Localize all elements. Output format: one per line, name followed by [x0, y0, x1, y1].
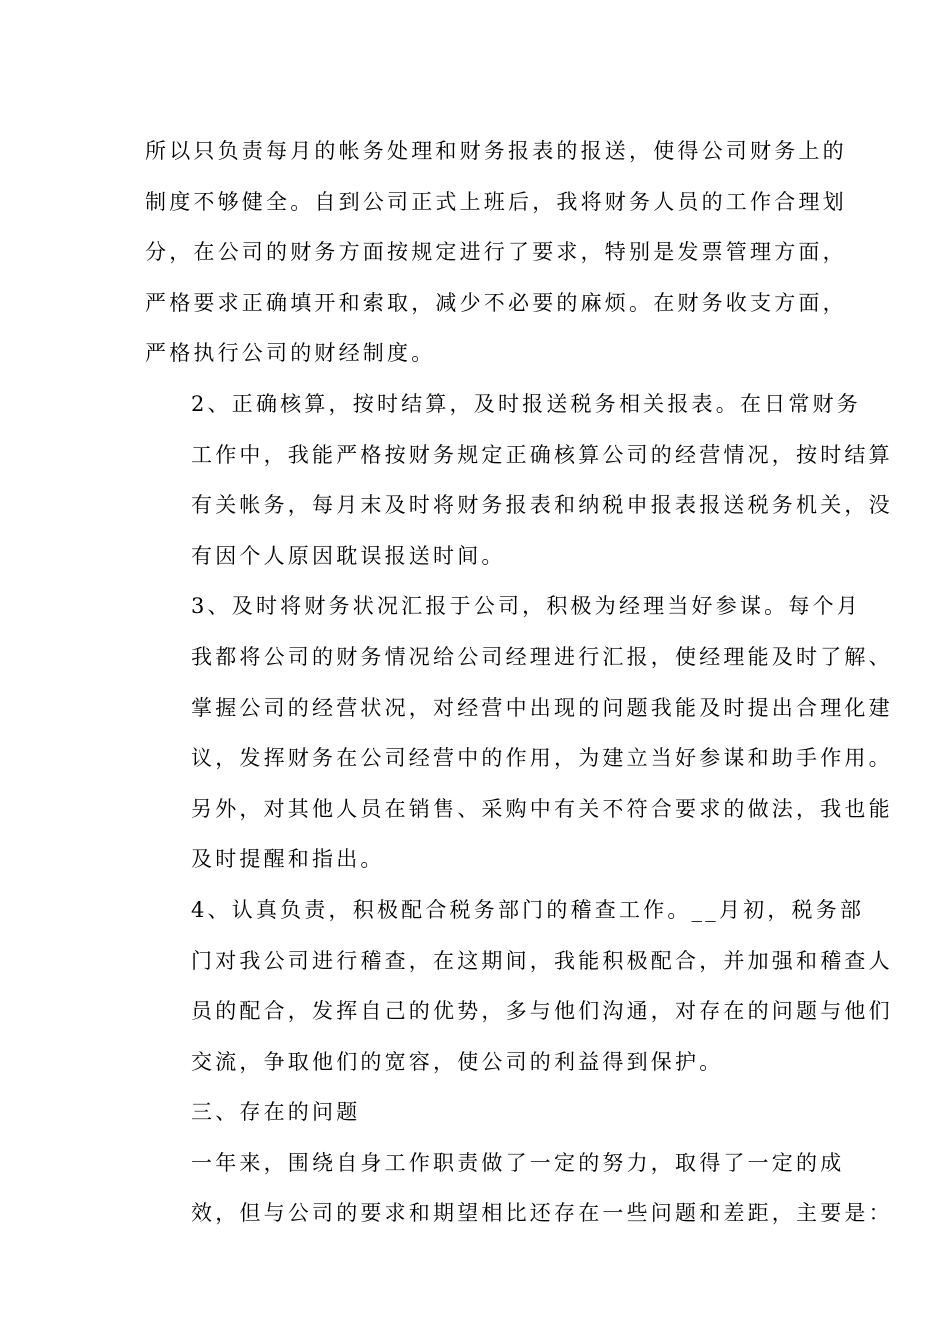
text-line: 掌握公司的经营状况，对经营中出现的问题我能及时提出合理化建 — [191, 695, 893, 720]
heading-text: 三、存在的问题 — [191, 1100, 361, 1125]
section-heading — [145, 1087, 805, 1138]
paragraph-2 — [145, 379, 893, 581]
text-line: 分，在公司的财务方面按规定进行了要求，特别是发票管理方面， — [145, 240, 847, 265]
text-line: 门对我公司进行稽查，在这期间，我能积极配合，并加强和稽查人 — [191, 948, 893, 973]
text-line: 工作中，我能严格按财务规定正确核算公司的经营情况，按时结算 — [191, 442, 893, 467]
text-line: 员的配合，发挥自己的优势，多与他们沟通，对存在的问题与他们 — [191, 999, 893, 1024]
text-line: 另外，对其他人员在销售、采购中有关不符合要求的做法，我也能 — [191, 796, 893, 821]
text-line: 3、及时将财务状况汇报于公司，积极为经理当好参谋。每个月 — [191, 594, 861, 619]
paragraph-3 — [145, 581, 893, 885]
text-line: 交流，争取他们的宽容，使公司的利益得到保护。 — [191, 1049, 724, 1074]
text-line: 我都将公司的财务情况给公司经理进行汇报，使经理能及时了解、 — [191, 644, 893, 669]
text-line: 2、正确核算，按时结算，及时报送税务相关报表。在日常财务 — [191, 391, 861, 416]
text-line: 议，发挥财务在公司经营中的作用，为建立当好参谋和助手作用。 — [191, 746, 893, 771]
paragraph-5 — [145, 1138, 893, 1239]
text-line: 严格要求正确填开和索取，减少不必要的麻烦。在财务收支方面， — [145, 290, 847, 315]
text-line: 4、认真负责，积极配合税务部门的稽查工作。__月初，税务部 — [191, 897, 865, 922]
text-line: 制度不够健全。自到公司正式上班后，我将财务人员的工作合理划 — [145, 189, 847, 214]
text-line: 有关帐务，每月末及时将财务报表和纳税申报表报送税务机关，没 — [191, 493, 893, 518]
paragraph-4 — [145, 885, 893, 1087]
text-line: 一年来，围绕自身工作职责做了一定的努力，取得了一定的成 — [191, 1150, 845, 1175]
text-line: 严格执行公司的财经制度。 — [145, 341, 436, 366]
paragraph-1 — [145, 126, 847, 379]
text-line: 有因个人原因耽误报送时间。 — [191, 543, 506, 568]
document-body — [145, 126, 893, 1239]
text-line: 所以只负责每月的帐务处理和财务报表的报送，使得公司财务上的 — [145, 139, 847, 163]
text-line: 效，但与公司的要求和期望相比还存在一些问题和差距，主要是： — [191, 1201, 893, 1226]
text-line: 及时提醒和指出。 — [191, 847, 385, 872]
